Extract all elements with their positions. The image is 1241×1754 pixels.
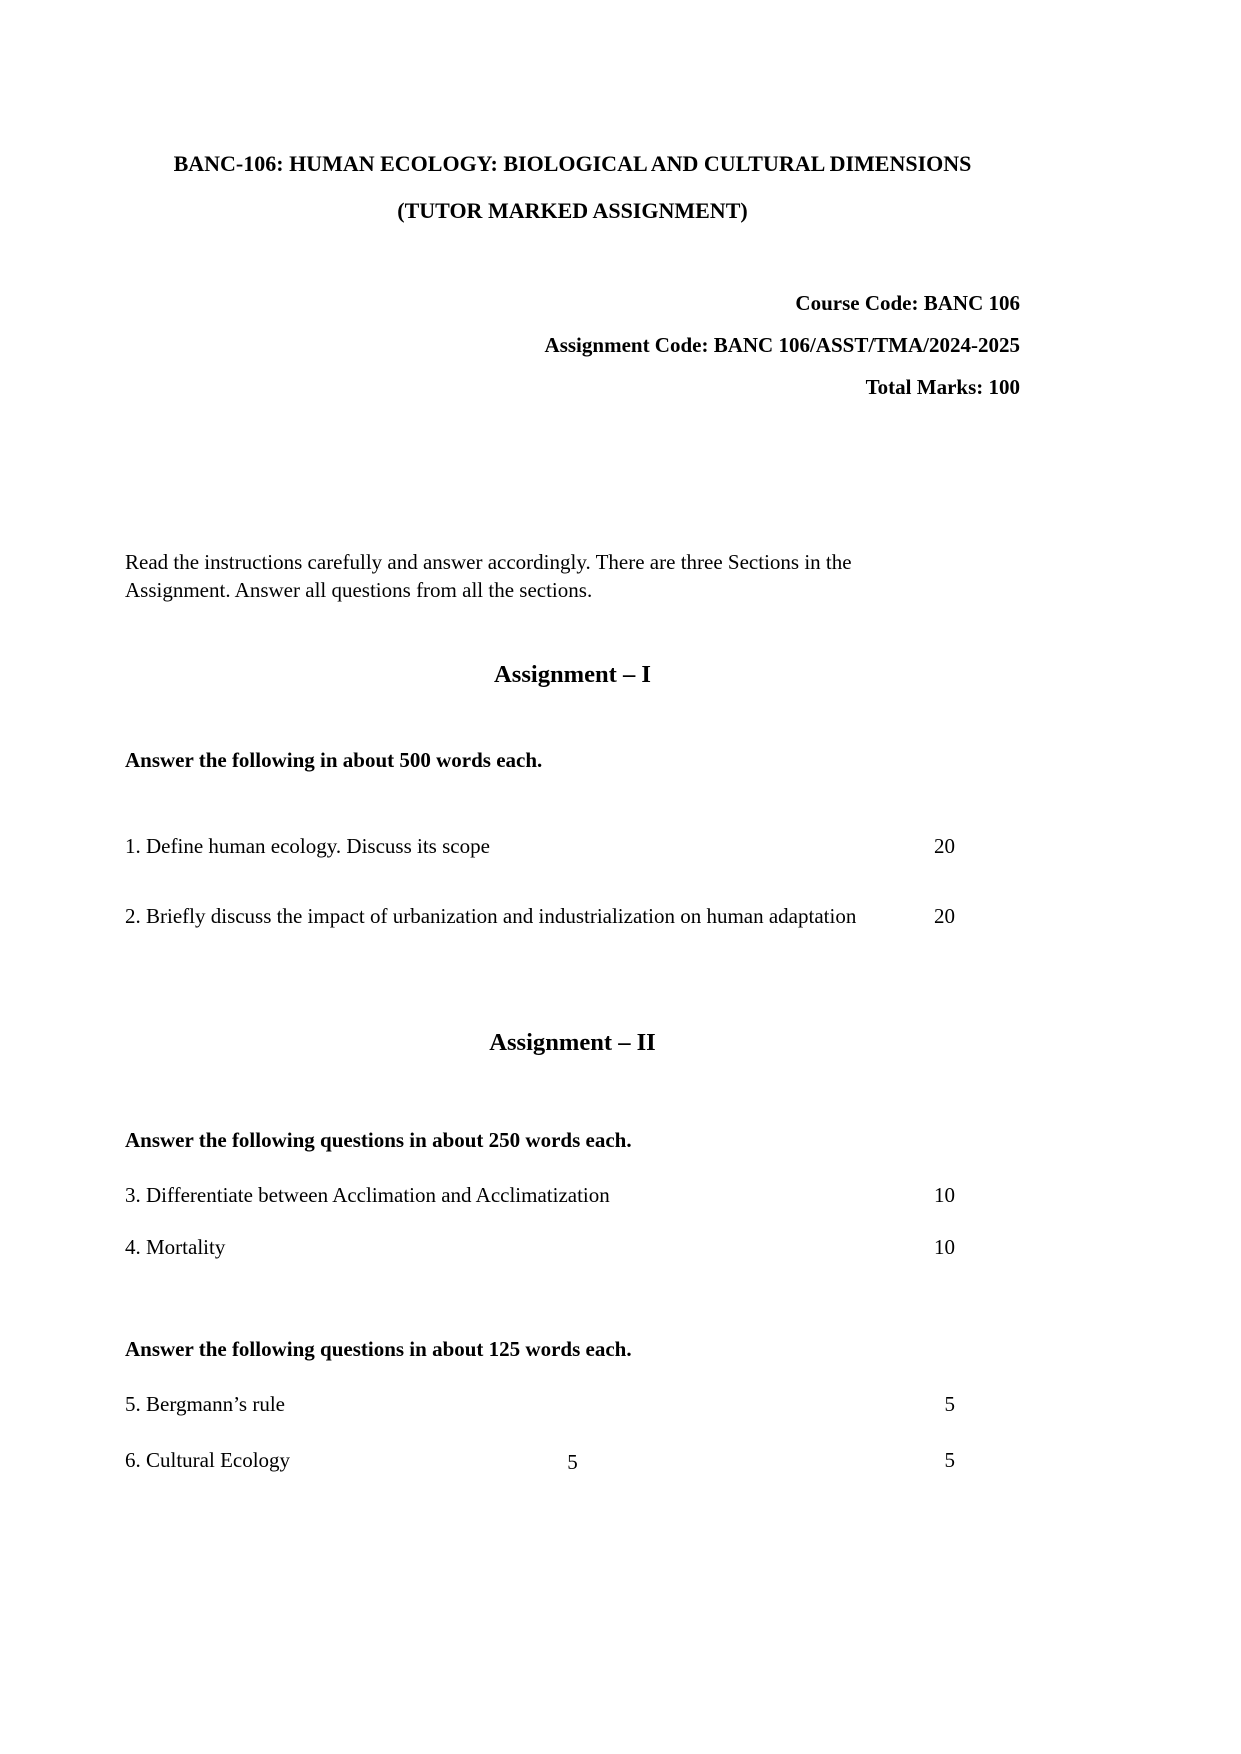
total-marks: Total Marks: 100 xyxy=(865,375,1020,399)
question-text: 3. Differentiate between Acclimation and Acclimatization xyxy=(125,1183,610,1207)
group-instruction-500-words: Answer the following in about 500 words each. xyxy=(125,748,543,772)
question-text: 1. Define human ecology. Discuss its scope xyxy=(125,834,490,858)
question-row xyxy=(125,832,955,860)
question-row xyxy=(125,1390,955,1418)
document-title: BANC-106: HUMAN ECOLOGY: BIOLOGICAL AND CULTURAL DIMENSIONS xyxy=(173,151,972,176)
section-heading-assignment-1: Assignment – I xyxy=(494,661,651,688)
question-marks: 20 xyxy=(934,904,955,928)
question-marks: 20 xyxy=(934,834,955,858)
group-instruction-250-words: Answer the following questions in about 250 words each. xyxy=(125,1128,632,1152)
question-row xyxy=(125,1233,955,1261)
question-marks: 10 xyxy=(934,1183,955,1207)
group-instruction-125-words: Answer the following questions in about 125 words each. xyxy=(125,1337,632,1361)
page-number: 5 xyxy=(567,1450,578,1474)
question-row xyxy=(125,902,955,930)
question-row xyxy=(125,1181,955,1209)
course-code: Course Code: BANC 106 xyxy=(795,291,1020,315)
intro-text: Read the instructions carefully and answer accordingly. There are three Sections in the Assignment. Answer all questions from all the sections. xyxy=(125,550,852,602)
question-marks: 5 xyxy=(944,1392,955,1416)
section-heading-assignment-2: Assignment – II xyxy=(489,1029,656,1056)
assignment-code: Assignment Code: BANC 106/ASST/TMA/2024-2025 xyxy=(544,333,1020,357)
question-text: 4. Mortality xyxy=(125,1235,226,1259)
document-subtitle: (TUTOR MARKED ASSIGNMENT) xyxy=(397,198,748,223)
question-text: 5. Bergmann’s rule xyxy=(125,1392,286,1416)
question-text: 2. Briefly discuss the impact of urbanization and industrialization on human adaptation xyxy=(125,904,857,928)
question-marks: 10 xyxy=(934,1235,955,1259)
course-meta xyxy=(125,282,1020,408)
question-text: 6. Cultural Ecology xyxy=(125,1448,291,1472)
question-marks: 5 xyxy=(944,1448,955,1472)
